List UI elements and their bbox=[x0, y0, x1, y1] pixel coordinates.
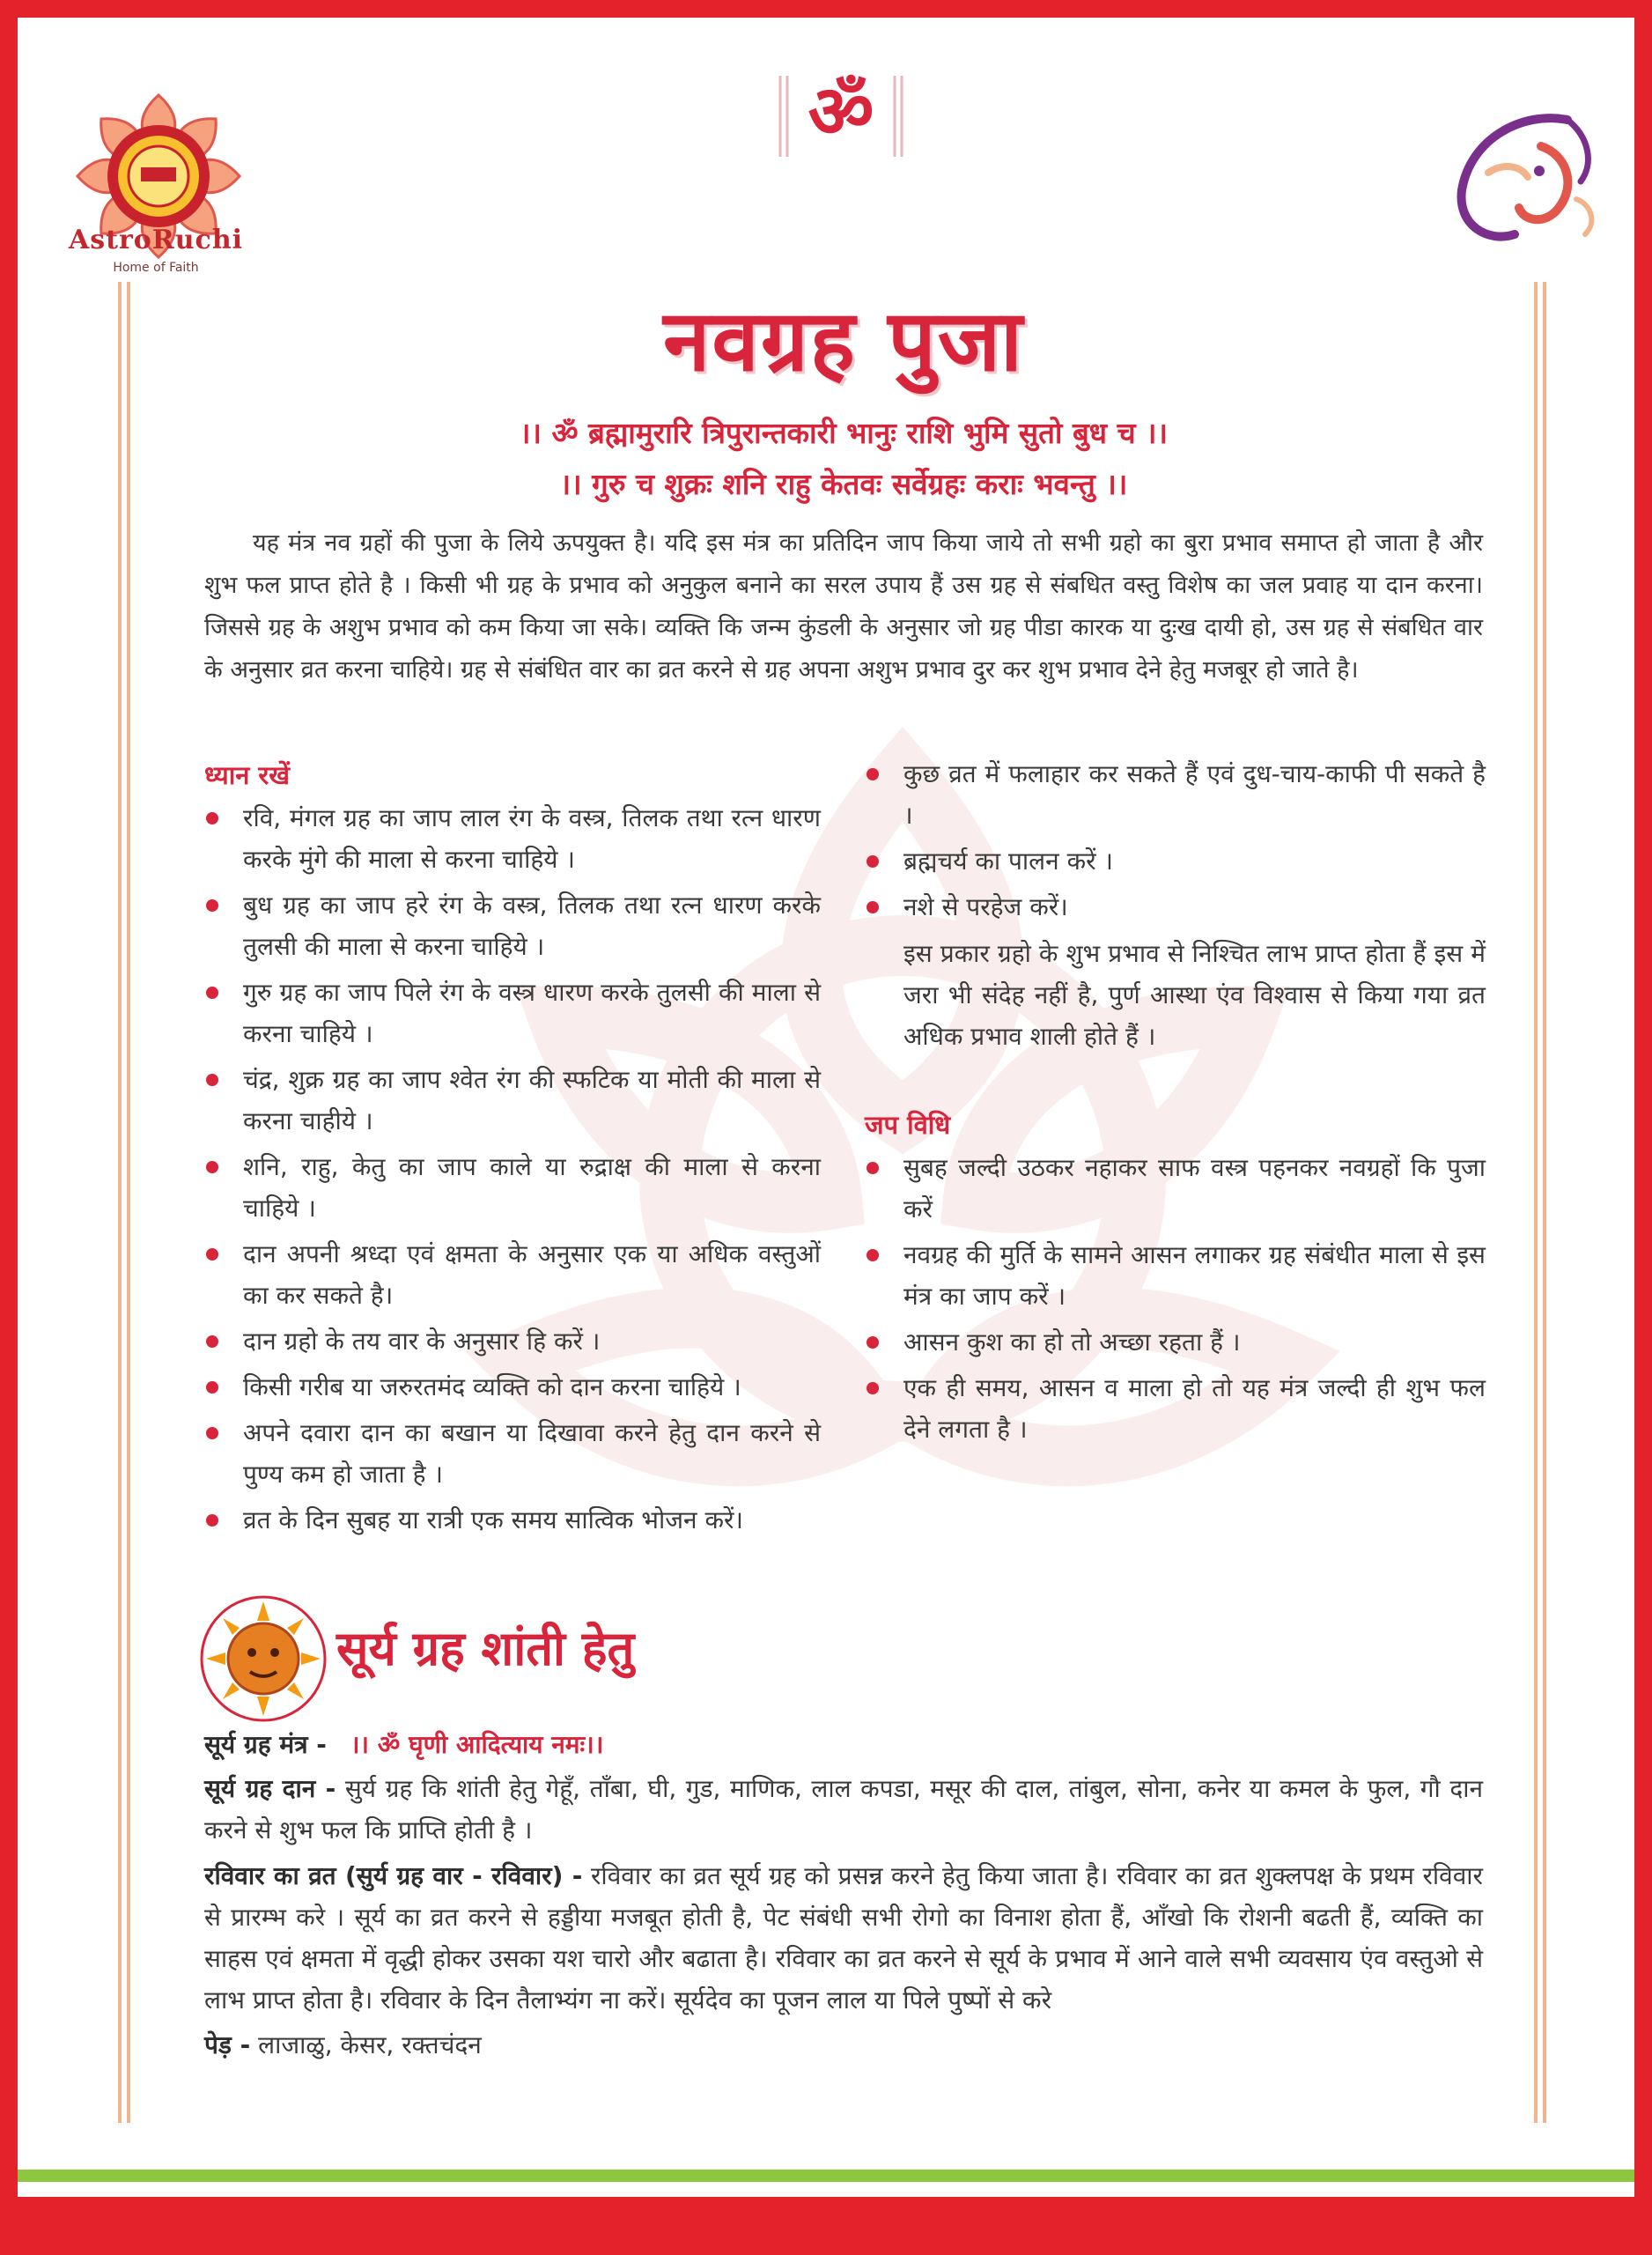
list-item-text: दान ग्रहो के तय वार के अनुसार हि करें । bbox=[243, 1327, 601, 1356]
footer-red-stripe bbox=[18, 2197, 1634, 2255]
list-item-text: कुछ व्रत में फलाहार कर सकते हैं एवं दुध-चाय-काफी पी सकते है । bbox=[903, 759, 1486, 830]
surya-vrat-text: रविवार का व्रत सूर्य ग्रह को प्रसन्न करने हेतु किया जाता है। रविवार का व्रत शुक्लपक्ष के प्रथम रविवार से प्रारम्भ करे । सूर्य का व्रत करने से हड्डीया मजबूत होती है, पेट संबंधी सभी रोगो का विनाश होता हैं, आँखो कि रोशनी बढती हैं, व्यक्ति का साहस एवं क्षमता में वृद्धी होकर उसका यश चारो और बढाता है। रविवार का व्रत करने से सूर्य के प्रभाव में आने वाले सभी व्यवसाय एंव वस्तुओ से लाभ प्राप्त होता है। रविवार के दिन तैलाभ्यंग ना करें। सूर्यदेव का पूजन लाल या पिले पुष्पों से करे bbox=[204, 1861, 1483, 2015]
list-item-text: किसी गरीब या जरुरतमंद व्यक्ति को दान करना चाहिये । bbox=[243, 1372, 741, 1401]
list-item bbox=[865, 1367, 1486, 1450]
list-item bbox=[204, 797, 821, 880]
dhyan-list bbox=[204, 797, 821, 1541]
jap-list bbox=[865, 1147, 1486, 1450]
intro-paragraph: यह मंत्र नव ग्रहों की पुजा के लिये ऊपयुक्त है। यदि इस मंत्र का प्रतिदिन जाप किया जाये तो सभी ग्रहो का बुरा प्रभाव समाप्त हो जाता है और शुभ फल प्राप्त होते है । किसी भी ग्रह के प्रभाव को अनुकुल बनाने का सरल उपाय हैं उस ग्रह से संबधित वस्तु विशेष का जल प्रवाह या दान करना। जिससे ग्रह के अशुभ प्रभाव को कम किया जा सके। व्यक्ति कि जन्म कुंडली के अनुसार जो ग्रह पीडा कारक या दुःख दायी हो, उस ग्रह से संबधित वार के अनुसार व्रत करना चाहिये। ग्रह से संबंधित वार का व्रत करने से ग्रह अपना अशुभ प्रभाव दुर कर शुभ प्रभाव देने हेतु मजबूर हो जाते है। bbox=[204, 529, 1483, 684]
list-item bbox=[865, 753, 1486, 836]
bullet-icon bbox=[867, 1382, 879, 1394]
list-item bbox=[865, 1147, 1486, 1230]
surya-daan-label: सूर्य ग्रह दान - bbox=[204, 1774, 336, 1803]
list-item-text: एक ही समय, आसन व माला हो तो यह मंत्र जल्दी ही शुभ फल देने लगता है । bbox=[903, 1373, 1486, 1444]
surya-vrat-label: रविवार का व्रत (सुर्य ग्रह वार - रविवार) - bbox=[204, 1861, 583, 1890]
list-item bbox=[865, 886, 1486, 928]
surya-section-title: सूर्य ग्रह शांती हेतु bbox=[336, 1621, 635, 1676]
right-pillar-decoration bbox=[1532, 282, 1550, 2123]
bullet-icon bbox=[206, 1335, 218, 1348]
list-item-text: सुबह जल्दी उठकर नहाकर साफ वस्त्र पहनकर नवग्रहों कि पुजा करें bbox=[903, 1153, 1486, 1224]
logo-tagline: Home of Faith bbox=[113, 261, 199, 275]
bullet-icon bbox=[206, 1427, 218, 1439]
bullet-icon bbox=[867, 768, 879, 780]
list-item bbox=[865, 840, 1486, 882]
surya-ped-text: लाजाळु, केसर, रक्तचंदन bbox=[258, 2030, 482, 2059]
list-item bbox=[204, 972, 821, 1054]
bullet-icon bbox=[867, 855, 879, 868]
dhyan-heading: ध्यान रखें bbox=[204, 760, 291, 790]
vrat-list bbox=[865, 753, 1486, 928]
list-item bbox=[204, 1499, 821, 1541]
ganesha-icon bbox=[1435, 102, 1611, 252]
surya-ped-label: पेड़ - bbox=[204, 2030, 251, 2059]
list-item bbox=[204, 1366, 821, 1408]
surya-mantra-line bbox=[204, 1724, 1483, 1765]
dhyan-section bbox=[204, 753, 821, 1545]
list-item-text: रवि, मंगल ग्रह का जाप लाल रंग के वस्त्र, तिलक तथा रत्न धारण करके मुंगे की माला से करना चाहिये । bbox=[243, 803, 821, 874]
bullet-icon bbox=[206, 1161, 218, 1173]
list-item-text: अपने दवारा दान का बखान या दिखावा करने हेतु दान करने से पुण्य कम हो जाता है । bbox=[243, 1418, 821, 1489]
bullet-icon bbox=[206, 1074, 218, 1086]
list-item-text: आसन कुश का हो तो अच्छा रहता हैं । bbox=[903, 1327, 1241, 1357]
list-item-text: नवग्रह की मुर्ति के सामने आसन लगाकर ग्रह संबंधीत माला से इस मंत्र का जाप करें । bbox=[903, 1240, 1486, 1311]
list-item-text: शनि, राहु, केतु का जाप काले या रुद्राक्ष की माला से करना चाहिये । bbox=[243, 1152, 821, 1223]
list-item bbox=[865, 1321, 1486, 1363]
bullet-icon bbox=[206, 1248, 218, 1261]
list-item-text: गुरु ग्रह का जाप पिले रंग के वस्त्र धारण करके तुलसी की माला से करना चाहिये । bbox=[243, 978, 821, 1048]
jap-heading: जप विधि bbox=[865, 1110, 951, 1140]
bullet-icon bbox=[206, 987, 218, 999]
left-pillar-decoration bbox=[116, 282, 134, 2123]
sun-face-icon bbox=[199, 1594, 328, 1723]
list-item bbox=[204, 884, 821, 967]
bullet-icon bbox=[867, 1249, 879, 1261]
mantra-line-1: ।। ॐ ब्रह्मामुरारि त्रिपुरान्तकारी भानुः राशि भुमि सुतो बुध च ।। bbox=[519, 416, 1169, 450]
list-item-text: व्रत के दिन सुबह या रात्री एक समय सात्विक भोजन करें। bbox=[243, 1505, 744, 1534]
surya-daan-text: सुर्य ग्रह कि शांती हेतु गेहूँ, ताँबा, घी, गुड, माणिक, लाल कपडा, मसूर की दाल, तांबुल, सोना, कनेर या कमल के फुल, गौ दान करने से शुभ फल कि प्राप्ति होती है । bbox=[204, 1774, 1484, 1845]
bullet-icon bbox=[867, 1162, 879, 1174]
bullet-icon bbox=[867, 901, 879, 913]
bullet-icon bbox=[867, 1336, 879, 1349]
list-item bbox=[865, 1234, 1486, 1317]
bullet-icon bbox=[206, 1514, 218, 1527]
bullet-icon bbox=[206, 899, 218, 912]
list-item-text: बुध ग्रह का जाप हरे रंग के वस्त्र, तिलक तथा रत्न धारण करके तुलसी की माला से करना चाहिये । bbox=[243, 891, 821, 961]
list-item-text: दान अपनी श्रध्दा एवं क्षमता के अनुसार एक या अधिक वस्तुओं का कर सकते है। bbox=[243, 1239, 821, 1310]
footer-green-stripe bbox=[18, 2170, 1634, 2182]
list-item bbox=[204, 1320, 821, 1362]
list-item-text: ब्रह्मचर्य का पालन करें । bbox=[903, 847, 1114, 876]
surya-ped-line bbox=[204, 2024, 1483, 2066]
list-item bbox=[204, 1412, 821, 1495]
list-item-text: चंद्र, शुक्र ग्रह का जाप श्वेत रंग की स्फटिक या मोती की माला से करना चाहीये । bbox=[243, 1065, 821, 1135]
list-item-text: नशे से परहेज करें। bbox=[903, 892, 1068, 921]
bullet-icon bbox=[206, 812, 218, 824]
surya-mantra-label: सूर्य ग्रह मंत्र - bbox=[204, 1730, 327, 1759]
surya-vrat-paragraph bbox=[204, 1855, 1483, 2021]
list-item bbox=[204, 1059, 821, 1142]
om-symbol: ॐ bbox=[808, 70, 874, 154]
logo-name: AstroRuchi bbox=[68, 225, 244, 255]
surya-daan-paragraph bbox=[204, 1768, 1483, 1851]
page-title: नवग्रह पुजा bbox=[663, 292, 1024, 390]
bullet-icon bbox=[206, 1381, 218, 1394]
surya-mantra-text: ।। ॐ घृणी आदित्याय नमः।। bbox=[350, 1730, 604, 1759]
right-column bbox=[865, 753, 1486, 1454]
mantra-line-2: ।। गुरु च शुक्रः शनि राहु केतवः सर्वेग्रहः कराः भवन्तु ।। bbox=[559, 467, 1128, 501]
list-item bbox=[204, 1146, 821, 1229]
list-item bbox=[204, 1233, 821, 1316]
assurance-paragraph: इस प्रकार ग्रहो के शुभ प्रभाव से निश्चित लाभ प्राप्त होता हैं इस में जरा भी संदेह नहीं है, पुर्ण आस्था एंव विश्वास से किया गया व्रत अधिक प्रभाव शाली होते हैं । bbox=[903, 939, 1486, 1051]
